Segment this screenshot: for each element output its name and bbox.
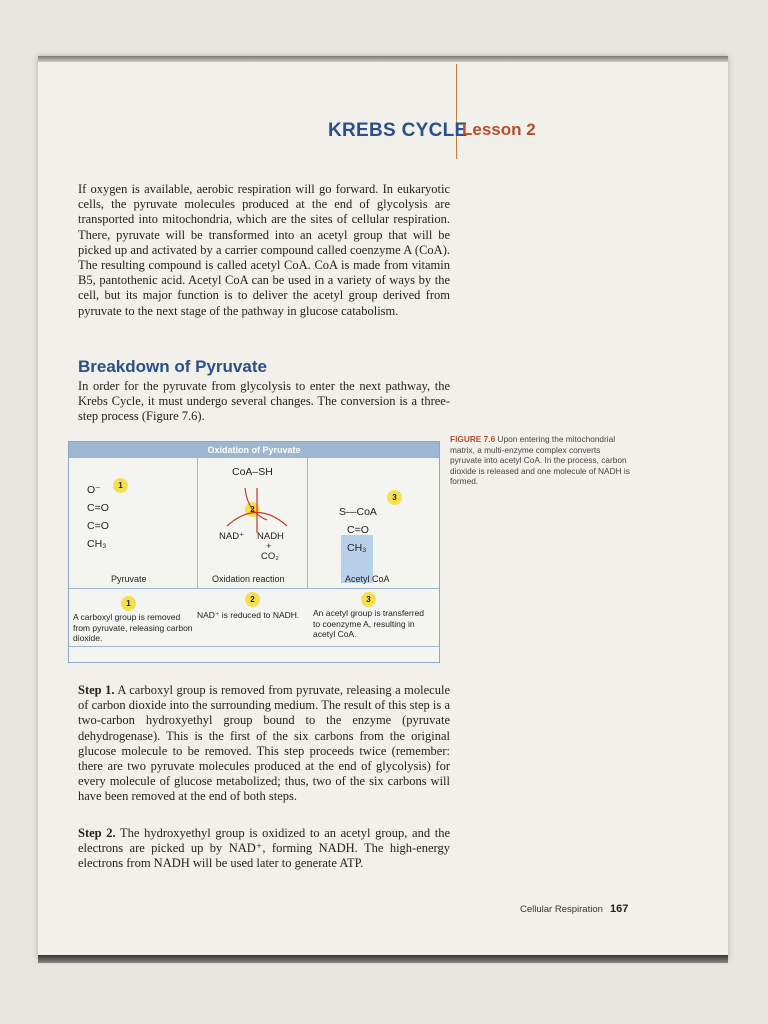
step-badge: 2 (245, 502, 260, 517)
figure-caption-label: FIGURE 7.6 (450, 434, 496, 444)
page-top-edge (38, 56, 728, 62)
acetyl-atom: C=O (347, 524, 369, 536)
acetyl-coa-label: Acetyl CoA (345, 574, 390, 584)
pyruvate-label: Pyruvate (111, 574, 147, 584)
step-badge: 2 (245, 592, 260, 607)
oxidation-label: Oxidation reaction (212, 574, 285, 584)
chapter-title: KREBS CYCLE (328, 120, 468, 141)
pyruvate-atom: CH₃ (87, 538, 107, 550)
step-badge: 3 (361, 592, 376, 607)
step-1-text: A carboxyl group is removed from pyruvate, releasing carbon dioxide. (73, 612, 193, 643)
intro-paragraph: If oxygen is available, aerobic respiration will go forward. In eukaryotic cells, the pyruvate molecules produced at the end of glycolysis are transported into mitochondria, which are the sites of cellular respiration. There, pyruvate will be transformed into an acetyl group that will be picked up and activated by a carrier compound called coenzyme A (CoA). The resulting compound is called acetyl CoA. CoA is made from vitamin B5, pantothenic acid. Acetyl CoA can be used in a variety of ways by the cell, but its major function is to deliver the acetyl group derived from pyruvate to the next stage of the pathway in glucose catabolism. (78, 182, 450, 318)
plus-sign: + (266, 541, 272, 552)
acetyl-atom: CH₃ (347, 542, 367, 554)
step-3-text: An acetyl group is transferred to coenzyme A, resulting in acetyl CoA. (313, 608, 425, 639)
textbook-page (38, 56, 728, 960)
figure-divider (69, 646, 439, 647)
step-1-paragraph (78, 683, 450, 805)
figure-caption-text: Upon entering the mitochondrial matrix, a multi-enzyme complex converts pyruvate into acetyl CoA. In the process, carbon dioxide is released and one molecule of NADH is formed. (450, 434, 630, 486)
figure-divider (197, 458, 198, 588)
step-2-label: Step 2. (78, 826, 116, 840)
oxidation-of-pyruvate-figure (68, 441, 440, 663)
step-2-body: The hydroxyethyl group is oxidized to an acetyl group, and the electrons are picked up by NAD⁺, forming NADH. The high-energy electrons from NADH will be used later to generate ATP. (78, 826, 450, 871)
step-badge: 1 (113, 478, 128, 493)
nad-plus: NAD⁺ (219, 531, 245, 542)
figure-title: Oxidation of Pyruvate (69, 442, 439, 458)
section-heading: Breakdown of Pyruvate (78, 357, 267, 376)
step-2-text: NAD⁺ is reduced to NADH. (197, 610, 300, 620)
figure-caption (450, 434, 630, 487)
step-badge: 3 (387, 490, 402, 505)
section-paragraph: In order for the pyruvate from glycolysis to enter the next pathway, the Krebs Cycle, it must undergo several changes. The conversion is a three-step process (Figure 7.6). (78, 379, 450, 424)
page-bottom-shadow (38, 955, 728, 963)
coa-sh: CoA–SH (232, 466, 273, 478)
step-2-paragraph (78, 826, 450, 872)
step-badge: 1 (121, 596, 136, 611)
pyruvate-atom: C=O (87, 502, 109, 514)
figure-divider (307, 458, 308, 588)
co2: CO₂ (261, 551, 279, 562)
nadh: NADH (257, 531, 284, 542)
acetyl-atom: S—CoA (339, 506, 377, 518)
header-divider (456, 64, 457, 159)
footer-chapter-name: Cellular Respiration (520, 904, 603, 915)
lesson-label: Lesson 2 (462, 120, 536, 139)
page-number: 167 (610, 903, 629, 915)
pyruvate-atom: C=O (87, 520, 109, 532)
pyruvate-atom: O⁻ (87, 484, 101, 496)
step-1-label: Step 1. (78, 683, 115, 697)
figure-divider (69, 588, 439, 589)
reaction-arrows (217, 478, 297, 538)
step-1-body: A carboxyl group is removed from pyruvate, releasing a molecule of carbon dioxide into the surrounding medium. The result of this step is a two-carbon hydroxyethyl group bound to the enzyme (pyruvate dehydrogenase). This is the first of the six carbons from the original glucose molecule to be removed. This step proceeds twice (remember: there are two pyruvate molecules produced at the end of glycolysis) for every molecule of glucose metabolized; thus, two of the six carbons will have been removed at the end of both steps. (78, 683, 450, 804)
